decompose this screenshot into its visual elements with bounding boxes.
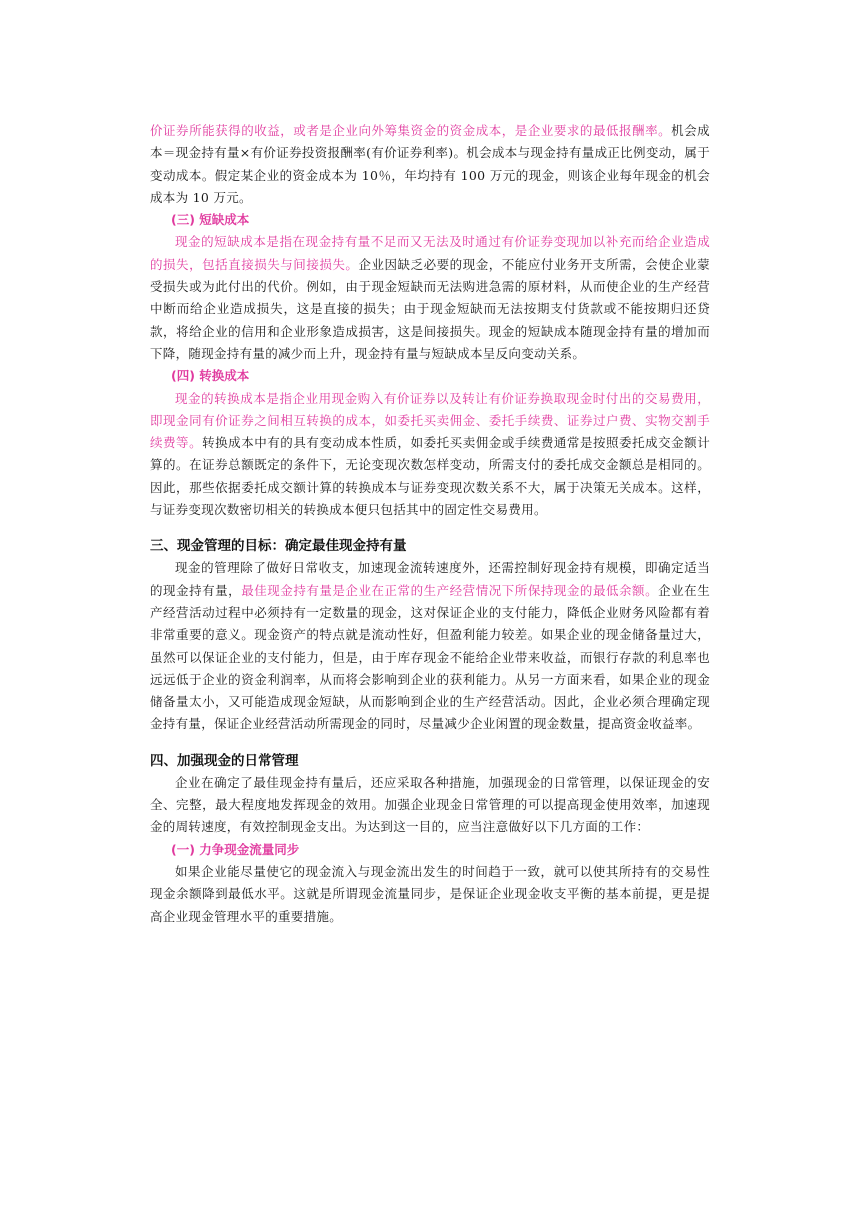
- highlight-text: 现金的转换成本是指企业用现金购入有价证券以及转让有价证券换取现金时付出的交易费用，即现金同有价证券之间相互转换的成本，如委托买卖佣金、委托手续费、证券过户费、实物交割手续费等。: [150, 390, 710, 451]
- body-text: 机会成本＝现金持有量×有价证券投资报酬率(有价证券利率)。机会成本与现金持有量成正比例变动，属于变动成本。假定某企业的资金成本为 10％，年均持有 100 万元的现金，则该企业每年现金的机会成本为 10 万元。: [150, 123, 710, 205]
- highlight-text: 价证券所能获得的收益，或者是企业向外筹集资金的资金成本，是企业要求的最低报酬率。: [150, 123, 672, 138]
- paragraph-opportunity-cost: [150, 120, 710, 209]
- body-text: 企业在生产经营活动过程中必须持有一定数量的现金，这对保证企业的支付能力，降低企业财务风险都有着非常重要的意义。现金资产的特点就是流动性好，但盈利能力较差。如果企业的现金储备量过大，虽然可以保证企业的支付能力，但是，由于库存现金不能给企业带来收益，而银行存款的利息率也远远低于企业的资金利润率，从而将会影响到企业的获利能力。从另一方面来看，如果企业的现金储备量太小，又可能造成现金短缺，从而影响到企业的生产经营活动。因此，企业必须合理确定现金持有量，保证企业经营活动所需现金的同时，尽量减少企业闲置的现金数量，提高资金收益率。: [150, 582, 710, 732]
- paragraph-shortage-cost: [150, 231, 710, 365]
- paragraph-cash-flow-sync: 如果企业能尽量使它的现金流入与现金流出发生的时间趋于一致，就可以使其所持有的交易性现金余额降到最低水平。这就是所谓现金流量同步，是保证企业现金收支平衡的基本前提，更是提高企业现金管理水平的重要措施。: [150, 863, 710, 924]
- body-text: 现金的管理除了做好日常收支，加速现金流转速度外，还需控制好现金持有规模，即确定适当的现金持有量，: [150, 560, 710, 598]
- highlight-text: 现金的短缺成本是指在现金持有量不足而又无法及时通过有价证券变现加以补充而给企业造成的损失，包括直接损失与间接损失。: [150, 234, 710, 272]
- subheading-conversion-cost: (四) 转换成本: [171, 368, 250, 384]
- paragraph-optimal-cash: [150, 557, 710, 735]
- paragraph-conversion-cost: [150, 388, 710, 522]
- paragraph-daily-management: 企业在确定了最佳现金持有量后，还应采取各种措施，加强现金的日常管理，以保证现金的安全、完整，最大程度地发挥现金的效用。加强企业现金日常管理的可以提高现金使用效率，加速现金的周转速度，有效控制现金支出。为达到这一目的，应当注意做好以下几方面的工作：: [150, 774, 710, 835]
- body-text: 转换成本中有的具有变动成本性质，如委托买卖佣金或手续费通常是按照委托成交金额计算的。在证券总额既定的条件下，无论变现次数怎样变动，所需支付的委托成交金额总是相同的。因此，那些依据委托成交额计算的转换成本与证券变现次数关系不大，属于决策无关成本。这样，与证券变现次数密切相关的转换成本便只包括其中的固定性交易费用。: [150, 435, 711, 518]
- subheading-cash-flow-sync: (一) 力争现金流量同步: [171, 841, 300, 857]
- section-heading-4: 四、加强现金的日常管理: [150, 752, 299, 769]
- subheading-shortage-cost: (三) 短缺成本: [171, 212, 250, 228]
- highlight-text: 最佳现金持有量是企业在正常的生产经营情况下所保持现金的最低余额。: [241, 582, 659, 598]
- section-heading-3: 三、现金管理的目标：确定最佳现金持有量: [150, 538, 407, 555]
- document-page: [150, 120, 710, 928]
- body-text: 企业因缺乏必要的现金，不能应付业务开支所需，会使企业蒙受损失或为此付出的代价。例如，由于现金短缺而无法购进急需的原材料，从而使企业的生产经营中断而给企业造成损失，这是直接的损失；由于现金短缺而无法按期支付货款或不能按期归还贷款，将给企业的信用和企业形象造成损害，这是间接损失。现金的短缺成本随现金持有量的增加而下降，随现金持有量的减少而上升，现金持有量与短缺成本呈反向变动关系。: [150, 256, 710, 361]
